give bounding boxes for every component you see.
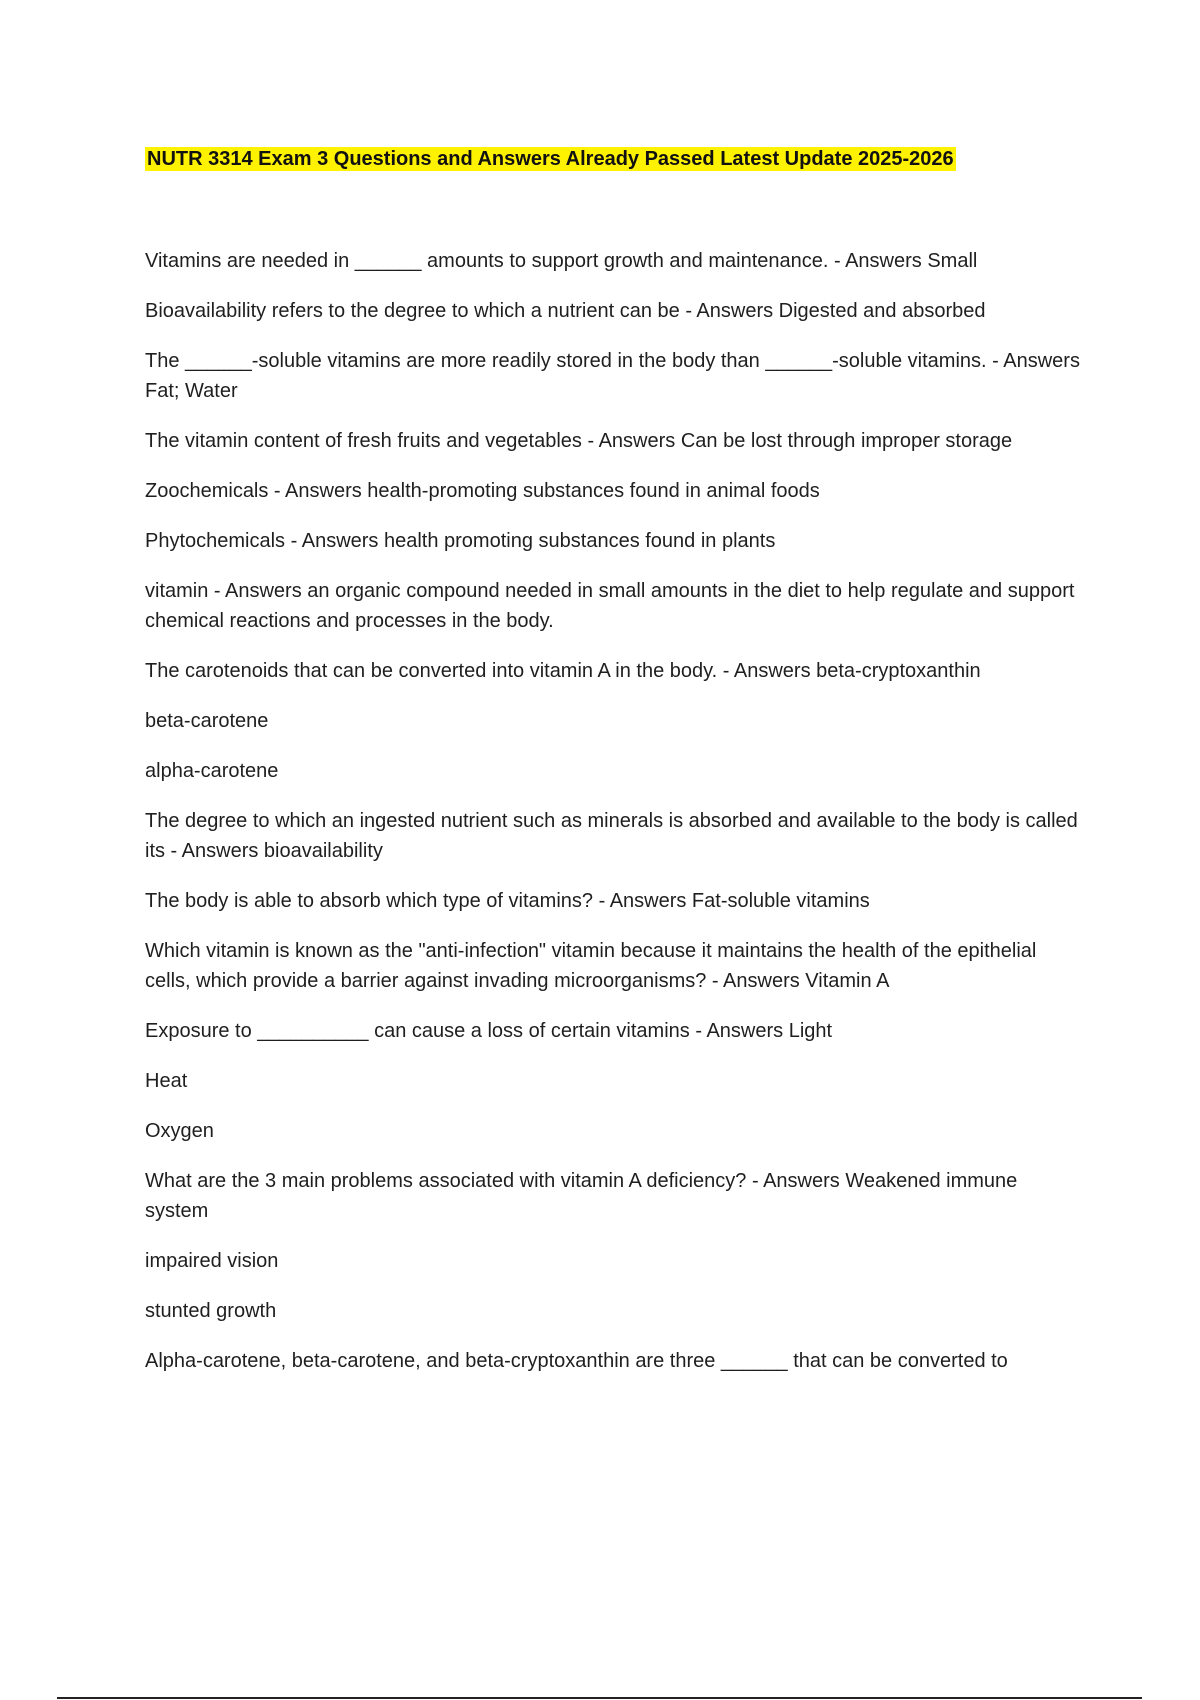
qa-paragraph: The vitamin content of fresh fruits and vegetables - Answers Can be lost through improper storage	[145, 430, 1013, 452]
qa-paragraph: Alpha-carotene, beta-carotene, and beta-cryptoxanthin are three ______ that can be converted to	[145, 1350, 1008, 1372]
qa-paragraph: Oxygen	[145, 1120, 214, 1142]
qa-paragraph: Heat	[145, 1070, 188, 1092]
qa-paragraph: stunted growth	[145, 1300, 277, 1322]
qa-paragraph: Bioavailability refers to the degree to which a nutrient can be - Answers Digested and absorbed	[145, 300, 986, 322]
qa-paragraph: The ______-soluble vitamins are more readily stored in the body than ______-soluble vitamins. - Answers Fat; Water	[145, 350, 1080, 402]
qa-paragraph: Which vitamin is known as the "anti-infection" vitamin because it maintains the health of the epithelial cells, which provide a barrier against invading microorganisms? - Answers Vitamin A	[145, 940, 1037, 992]
qa-paragraph: vitamin - Answers an organic compound needed in small amounts in the diet to help regulate and support chemical reactions and processes in the body.	[145, 580, 1075, 632]
title-highlight: NUTR 3314 Exam 3 Questions and Answers Already Passed Latest Update 2025-2026	[147, 148, 954, 170]
qa-paragraph: alpha-carotene	[145, 760, 279, 782]
qa-content	[145, 246, 1085, 1396]
qa-paragraph: The degree to which an ingested nutrient such as minerals is absorbed and available to the body is called its - Answers bioavailability	[145, 810, 1078, 862]
qa-paragraph: impaired vision	[145, 1250, 279, 1272]
qa-paragraph: The body is able to absorb which type of vitamins? - Answers Fat-soluble vitamins	[145, 890, 870, 912]
document-title	[145, 146, 956, 172]
page-bottom-rule	[57, 1697, 1142, 1699]
qa-paragraph: Zoochemicals - Answers health-promoting substances found in animal foods	[145, 480, 820, 502]
qa-paragraph: The carotenoids that can be converted into vitamin A in the body. - Answers beta-cryptoxanthin	[145, 660, 981, 682]
qa-paragraph: Vitamins are needed in ______ amounts to support growth and maintenance. - Answers Small	[145, 250, 978, 272]
qa-paragraph: What are the 3 main problems associated with vitamin A deficiency? - Answers Weakened immune system	[145, 1170, 1018, 1222]
qa-paragraph: Phytochemicals - Answers health promoting substances found in plants	[145, 530, 776, 552]
qa-paragraph: Exposure to __________ can cause a loss of certain vitamins - Answers Light	[145, 1020, 833, 1042]
qa-paragraph: beta-carotene	[145, 710, 269, 732]
